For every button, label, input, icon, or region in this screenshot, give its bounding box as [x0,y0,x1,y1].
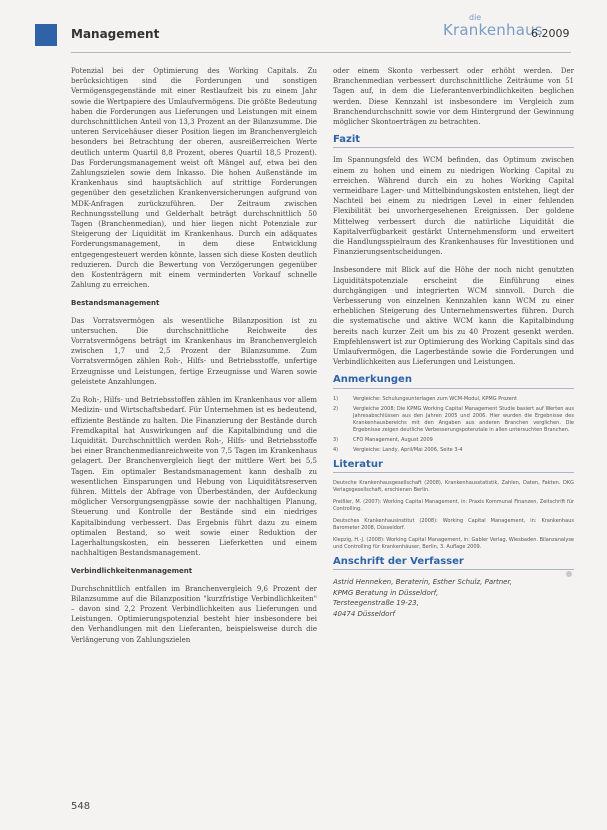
literature-entry: Deutsche Krankenhausgesellschaft (2008), Krankenhausstatistik, Zahlen, Daten, Fakten. DKG Verlagsgesellschaft, erschienen Berlin. [333,479,574,493]
body-paragraph: oder einem Skonto verbessert oder erhöht werden. Der Branchenmedian verbessert durchschnittliche Zeiträume von 51 Tagen auf, in dem die Lieferantenverbindlichkeiten beglichen werden. Diese Kennzahl ist insbesondere im Vergleich zum Branchendurchschnitt sowie vor dem Hintergrund der Gewinnung möglicher Skontoerträgen zu betrachten. [333,67,574,127]
note-text: CFO Management, August 2009 [353,436,433,443]
heading-fazit: Fazit [333,134,361,146]
subheading-bestand: Bestandsmanagement [71,299,160,308]
right-column [333,66,574,619]
brand-prefix: die [469,13,482,22]
section-title: Management [71,27,160,41]
note-number: 1) [333,395,339,402]
body-paragraph: Potenzial bei der Optimierung des Working Capitals. Zu berücksichtigen sind die Forderungen und sonstigen Vermögensgegenstände mit einer Restlaufzeit bis zu einem Jahr sowie die Wertpapiere des Umlaufvermögens. Die größte Bedeutung haben die Forderungen aus Lieferungen und Leistungen mit einem durchschnittlichen Anteil von 13,3 Prozent an der Bilanzsumme. Die unteren Servicehäuser dieser Position liegen im Branchenvergleich besonders bei Betrachtung der oberen, ausreißerreichen Werte deutlich unterm Quartil 8,8 Prozent, oberes Quartil 18,5 Prozent). Das Forderungsmanagement weist oft Mängel auf, etwa bei den Zahlungszielen sowie dem Inkasso. Die hohen Außenstände im Krankenhaus sind hauptsächlich auf strittige Forderungen gegenüber den gesetzlichen Krankenversicherungen aufgrund von MDK-Anfragen zurückzuführen. Der Zeitraum zwischen Rechnungsstellung und Gelderhalt beträgt durchschnittlich 50 Tagen (Branchenmedian), und hier liegen nicht Potenziale zur Steigerung der Liquidität im Krankenhaus. Durch ein adäquates Forderungsmanagement, in dem diese Entwicklung entgegengesteuert werden könnte, lassen sich diese Kosten deutlich reduzieren. Durch die Bewertung von Verzögerungen gegenüber den Kostenträgern mit einem verminderten Vorkauf schnelle Zahlung zu erreichen. [71,67,317,290]
header-divider [71,52,571,53]
note-item [333,406,574,434]
heading-literatur: Literatur [333,458,383,470]
author-line: Astrid Henneken, Beraterin, Esther Schulz, Partner, [333,578,512,587]
author-line: 40474 Düsseldorf [333,609,395,618]
heading-rule [333,147,574,148]
heading-rule [333,388,574,389]
subheading-verbindlichkeiten: Verbindlichkeitenmanagement [71,567,193,576]
heading-rule [333,569,574,570]
note-item [333,437,574,444]
note-text: Vergleiche: Schulungsunterlagen zum WCM-Modul, KPMG Prozent [353,395,517,402]
author-line: Tersteegenstraße 19-23, [333,599,419,608]
heading-anmerkungen: Anmerkungen [333,374,412,386]
heading-rule [333,472,574,473]
literature-list [333,480,574,551]
note-number: 2) [333,405,339,412]
note-text: Vergleiche: Landy, April/Mai 2006, Seite 3-4 [353,446,463,453]
end-mark [566,571,572,577]
note-item [333,396,574,403]
literature-entry: Klepzig, H.-J. (2008): Working Capital Management, in: Gabler Verlag, Wiesbaden. Bilanzanalyse und Controlling für Krankenhäuser, Berlin, 3. Auflage 2009. [333,536,574,550]
literature-entry: Preißler, M. (2007): Working Capital Management, in: Praxis Kommunal Finanzen, Zeitschrift für Controlling. [333,498,574,512]
body-paragraph: Das Vorratsvermögen als wesentliche Bilanzposition ist zu untersuchen. Die durchschnittliche Reichweite des Vorratsvermögens beträgt im Krankenhaus im Branchenvergleich zwischen 1,7 und 2,5 Prozent der Bilanzsumme. Zum Vorratsvermögen zählen Roh-, Hilfs- und Betriebsstoffe, unfertige Erzeugnisse und Leistungen, fertige Erzeugnisse und Waren sowie geleistete Anzahlungen. [71,316,317,386]
note-text: Vergleiche 2008; Die KPMG Working Capital Management Studie basiert auf Werten aus Jahresabschlüssen aus den Jahren 2005 und 2006. Hier wurden die Ergebnisse des Krankenhausbereichs mit den Angaben aus anderen Branchen verglichen. Die Ergebnisse zeigen deutliche Verbesserungspotenziale in allen untersuchten Branchen. [353,405,574,433]
page-header [0,0,607,50]
body-paragraph: Insbesondere mit Blick auf die Höhe der noch nicht genutzten Liquiditätspotenziale erscheint die Einführung eines durchgängigen und integrierten WCM sinnvoll. Durch die Verbesserung von einzelnen Kennzahlen kann WCM zu einer erheblichen Steigerung des Unternehmenswertes führen. Durch die systematische und aktive WCM kann die Kapitalbindung bereits nach kurzer Zeit um bis zu 40 Prozent gesenkt werden. Empfehlenswert ist zur Optimierung des Working Capitals sind das Umlaufvermögen, die Lagerbestände sowie die Forderungen und Verbindlichkeiten aus Lieferungen und Leistungen. [333,266,574,367]
left-column [71,66,317,653]
literature-entry: Deutsches Krankenhausinstitut (2008): Working Capital Management, in: Krankenhaus Barometer 2008, Düsseldorf. [333,517,574,531]
body-paragraph: Durchschnittlich entfallen im Branchenvergleich 9,6 Prozent der Bilanzsumme auf die Bilanzposition "kurzfristige Verbindlichkeiten" – davon sind 2,2 Prozent Verbindlichkeiten aus Lieferungen und Leistungen. Optimierungspotenzial besteht hier insbesondere bei den Verhandlungen mit den Lieferanten, beispielsweise durch die Verlängerung von Zahlungszielen [71,584,317,644]
notes-list [333,396,574,454]
heading-anschrift: Anschrift der Verfasser [333,555,464,567]
page-number: 548 [71,801,91,812]
author-address [333,577,574,619]
note-number: 3) [333,436,339,443]
author-line: KPMG Beratung in Düsseldorf, [333,588,439,597]
magazine-logo: Krankenhaus [443,21,543,39]
note-number: 4) [333,446,339,453]
section-color-tab [35,24,57,46]
body-paragraph: Im Spannungsfeld des WCM befinden, das Optimum zwischen einem zu hohen und einem zu niedrigen Working Capital zu erreichen. Während durch ein zu hohes Working Capital vermeidbare Lager- und Mittelbindungskosten entstehen, liegt der Nachteil bei einem zu niedrigen Level in einer fehlenden Flexibilität bei unvorhergesehenen Ereignissen. Der goldene Mittelweg verbessert durch die natürliche Liquidität die Kapitalverfügbarkeit gestärkt Unternehmensform und erweitert die Handlungsspielraum des Krankenhauses für Investitionen und Finanzierungsentscheidungen. [333,156,574,257]
issue-number: 6.2009 [531,27,570,40]
body-paragraph: Zu Roh-, Hilfs- und Betriebsstoffen zählen im Krankenhaus vor allem Medizin- und Wirtschaftsbedarf. Für Unternehmen ist es bedeutend, effiziente Bestände zu halten. Die Finanzierung der Bestände durch Fremdkapital hat Auswirkungen auf die Kapitalbindung und die Liquidität. Durchschnittlich werden Roh-, Hilfs- und Betriebsstoffe bei einer Branchenmedianreichweite von 7,5 Tagen im Krankenhaus gelagert. Der Branchenvergleich liegt der mittlere Wert bei 5,5 Tagen. Ein optimaler Bestandsmanagement kann deshalb zu wesentlichen Einsparungen und Hebung von Liquiditätsreserven führen. Mittels der Abfrage von Überbeständen, der Aufdeckung möglicher Versorgungsengpässe sowie der nachhaltigen Planung, Steuerung und Kontrolle der Bestände sind ein niedriges Kapitalbindung verbessert. Das Ergebnis führt dazu zu einem optimalen Bestand, so weit sowie einer Reduktion der Lagerhaltungskosten, ein besseren Lieferketten und einem nachhaltigen Bestandsmanagement. [71,396,317,558]
note-item [333,447,574,454]
